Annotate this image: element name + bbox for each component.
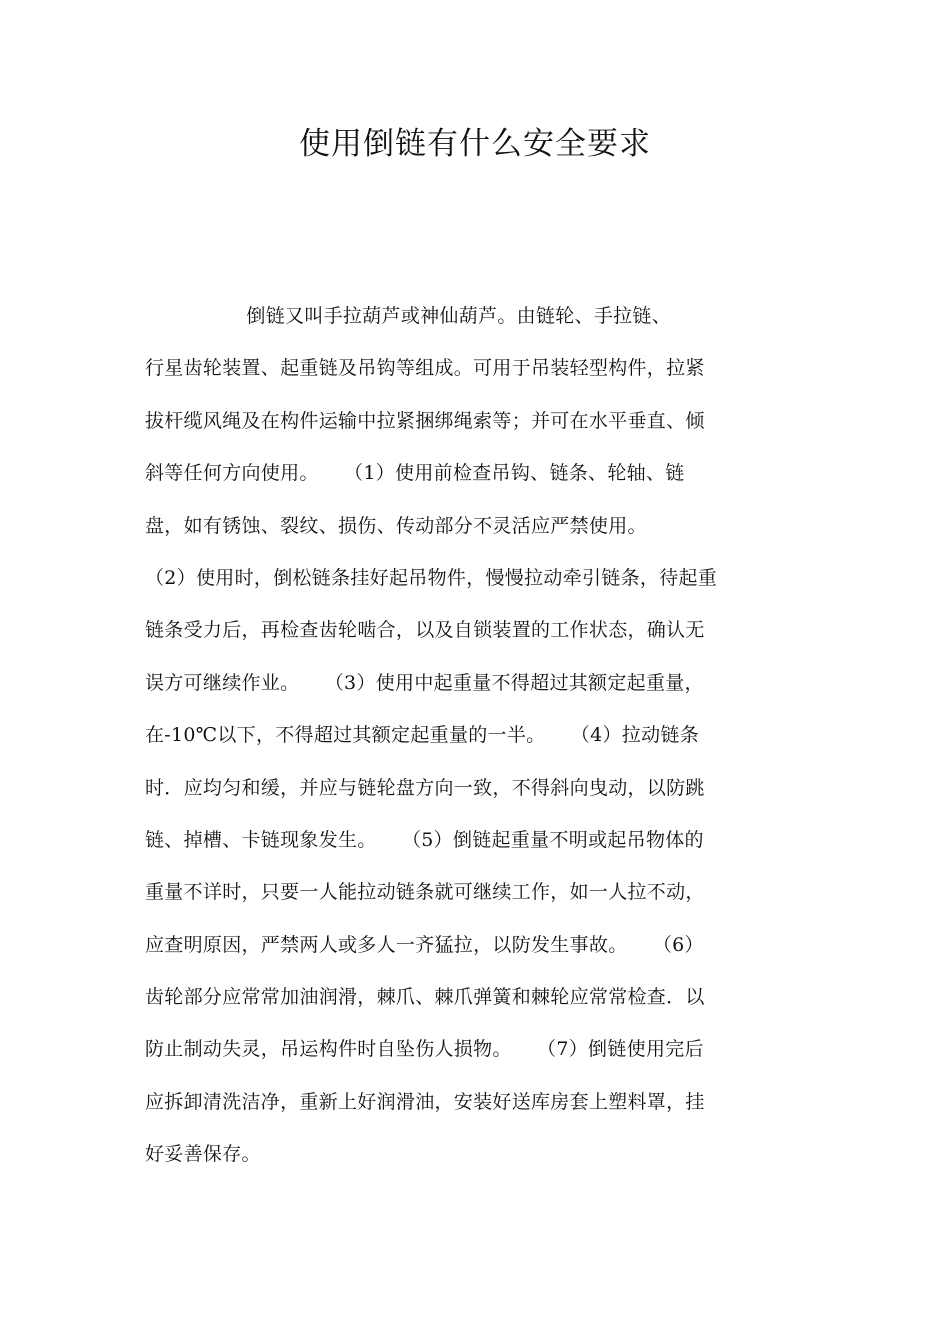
body-line: （2）使用时，倒松链条挂好起吊物件，慢慢拉动牵引链条，待起重 [145,566,718,589]
body-line: 盘，如有锈蚀、裂纹、损伤、传动部分不灵活应严禁使用。 [145,514,647,537]
body-line: 齿轮部分应常常加油润滑，棘爪、棘爪弹簧和棘轮应常常检查．以 [145,986,705,1009]
document-body [145,290,815,1181]
body-line: 好妥善保存。 [145,1143,261,1166]
body-line: 斜等任何方向使用。 （1）使用前检查吊钩、链条、轮轴、链 [145,462,685,485]
body-line: 拔杆缆风绳及在构件运输中拉紧捆绑绳索等；并可在水平垂直、倾 [145,409,705,432]
body-line: 应查明原因，严禁两人或多人一齐猛拉，以防发生事故。 （6） [145,933,704,956]
body-line: 链条受力后，再检查齿轮啮合，以及自锁装置的工作状态，确认无 [145,619,705,642]
body-line: 链、掉槽、卡链现象发生。 （5）倒链起重量不明或起吊物体的 [145,828,704,851]
body-line: 行星齿轮装置、起重链及吊钩等组成。可用于吊装轻型构件，拉紧 [145,357,705,380]
body-line: 误方可继续作业。 （3）使用中起重量不得超过其额定起重量， [145,671,704,694]
body-line: 防止制动失灵，吊运构件时自坠伤人损物。 （7）倒链使用完后 [145,1038,704,1061]
body-line: 重量不详时，只要一人能拉动链条就可继续工作，如一人拉不动， [145,881,705,904]
body-line: 倒链又叫手拉葫芦或神仙葫芦。由链轮、手拉链、 [145,305,672,327]
document-title: 使用倒链有什么安全要求 [299,126,651,162]
body-line: 应拆卸清洗洁净，重新上好润滑油，安装好送库房套上塑料罩，挂 [145,1090,705,1113]
body-line: 在-10℃以下，不得超过其额定起重量的一半。 （4）拉动链条 [145,724,699,747]
body-line: 时．应均匀和缓，并应与链轮盘方向一致，不得斜向曳动，以防跳 [145,776,705,799]
